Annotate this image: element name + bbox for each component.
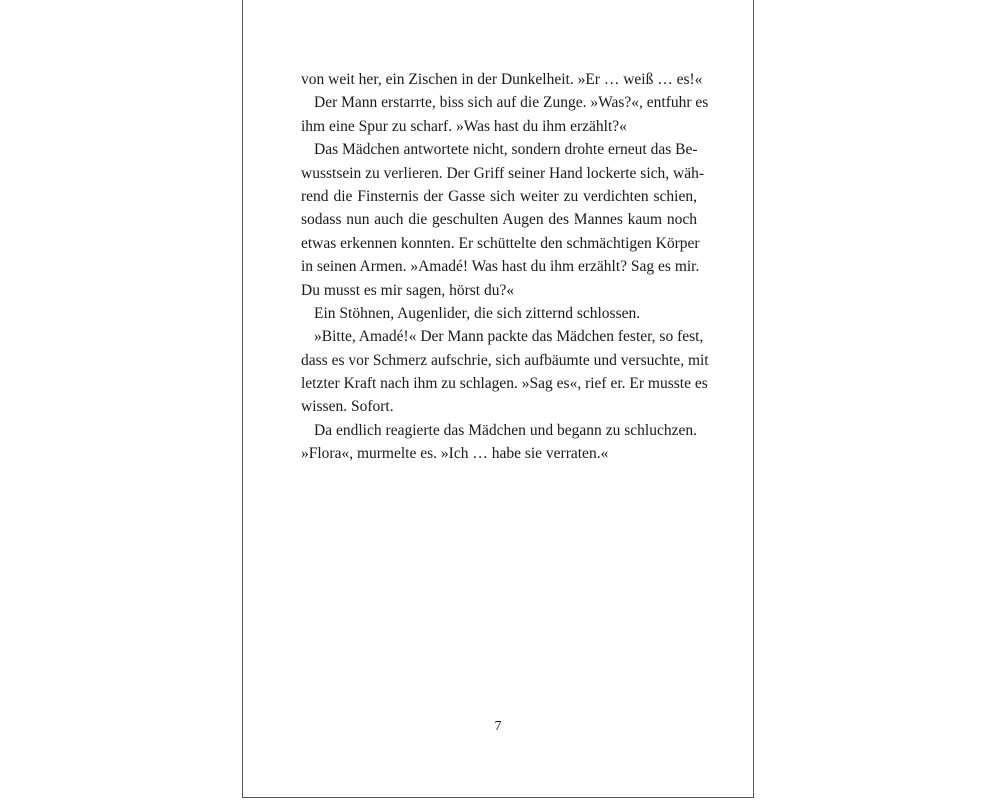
text-line: etwas erkennen konnten. Er schüttelte den schmächtigen Körper [301,234,700,252]
text-line: Der Mann erstarrte, biss sich auf die Zunge. »Was?«, entfuhr es [314,94,709,112]
text-line: Da endlich reagierte das Mädchen und begann zu schluchzen. [314,421,697,439]
page-number: 7 [494,719,502,734]
text-line: sodass nun auch die geschulten Augen des Mannes kaum noch [301,211,697,229]
text-line: ihm eine Spur zu scharf. »Was hast du ihm erzählt?« [301,117,627,135]
text-line: wissen. Sofort. [301,398,394,416]
text-line: dass es vor Schmerz aufschrie, sich aufbäumte und versuchte, mit [301,351,709,369]
text-line: rend die Finsternis der Gasse sich weiter zu verdichten schien, [301,187,697,205]
book-page [242,0,754,798]
page-text-block [301,68,709,466]
text-line: Das Mädchen antwortete nicht, sondern drohte erneut das Be- [314,141,698,159]
text-line: Ein Stöhnen, Augenlider, die sich zitternd schlossen. [314,304,641,322]
text-line: »Flora«, murmelte es. »Ich … habe sie verraten.« [301,445,609,463]
text-line: Du musst es mir sagen, hörst du?« [301,281,515,299]
text-line: wusstsein zu verlieren. Der Griff seiner Hand lockerte sich, wäh- [301,164,704,182]
text-line: in seinen Armen. »Amadé! Was hast du ihm erzählt? Sag es mir. [301,258,700,276]
text-line: letzter Kraft nach ihm zu schlagen. »Sag es«, rief er. Er musste es [301,375,708,393]
text-line: »Bitte, Amadé!« Der Mann packte das Mädchen fester, so fest, [314,328,704,346]
text-line: von weit her, ein Zischen in der Dunkelheit. »Er … weiß … es!« [301,71,703,88]
